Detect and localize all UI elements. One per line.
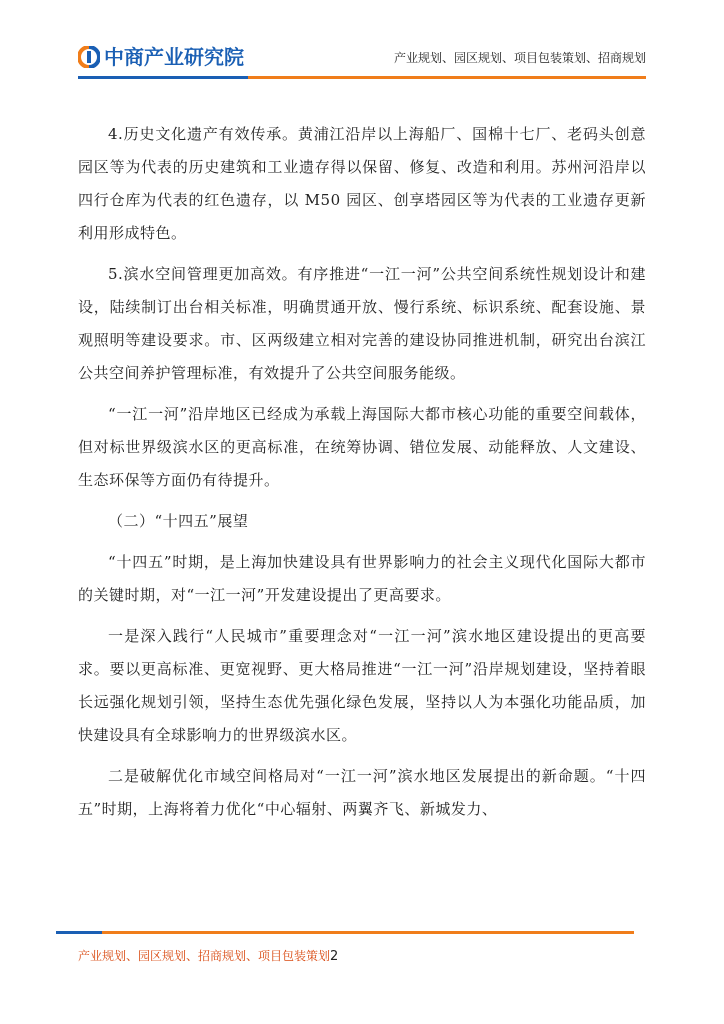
logo-icon	[78, 46, 100, 68]
paragraph-point-two: 二是破解优化市域空间格局对“一江一河”滨水地区发展提出的新命题。“十四五”时期，上海将着力优化“中心辐射、两翼齐飞、新城发力、	[78, 767, 646, 818]
paragraph-point-one: 一是深入践行“人民城市”重要理念对“一江一河”滨水地区建设提出的更高要求。要以更高标准、更宽视野、更大格局推进“一江一河”沿岸规划建设，坚持着眼长远强化规划引领，坚持生态优先强化绿色发展，坚持以人为本强化功能品质，加快建设具有全球影响力的世界级滨水区。	[78, 627, 646, 744]
paragraph-outlook: “十四五”时期，是上海加快建设具有世界影响力的社会主义现代化国际大都市的关键时期，对“一江一河”开发建设提出了更高要求。	[78, 553, 646, 604]
page-number: 2	[330, 949, 339, 964]
page-header	[0, 0, 724, 80]
section-heading: （二）“十四五”展望	[108, 512, 249, 530]
paragraph-summary: “一江一河”沿岸地区已经成为承载上海国际大都市核心功能的重要空间载体，但对标世界级滨水区的更高标准，在统筹协调、错位发展、动能释放、人文建设、生态环保等方面仍有待提升。	[78, 405, 646, 489]
paragraph-heritage: 4.历史文化遗产有效传承。黄浦江沿岸以上海船厂、国棉十七厂、老码头创意园区等为代表的历史建筑和工业遗存得以保留、修复、改造和利用。苏州河沿岸以四行仓库为代表的红色遗存，以 M50 园区、创享塔园区等为代表的工业遗存更新利用形成特色。	[78, 125, 646, 242]
document-body	[78, 118, 646, 826]
header-rule-blue	[78, 76, 248, 79]
header-rule-orange	[248, 76, 646, 79]
footer-tagline: 产业规划、园区规划、招商规划、项目包装策划	[78, 949, 331, 963]
paragraph-management: 5.滨水空间管理更加高效。有序推进“一江一河”公共空间系统性规划设计和建设，陆续制订出台相关标准，明确贯通开放、慢行系统、标识系统、配套设施、景观照明等建设要求。市、区两级建立相对完善的建设协同推进机制，研究出台滨江公共空间养护管理标准，有效提升了公共空间服务能级。	[78, 265, 646, 382]
footer-rule	[56, 931, 634, 934]
header-tagline: 产业规划、园区规划、项目包装策划、招商规划	[393, 51, 646, 65]
company-logo	[78, 44, 244, 70]
page-footer	[78, 948, 338, 965]
logo-text: 中商产业研究院	[104, 45, 244, 69]
